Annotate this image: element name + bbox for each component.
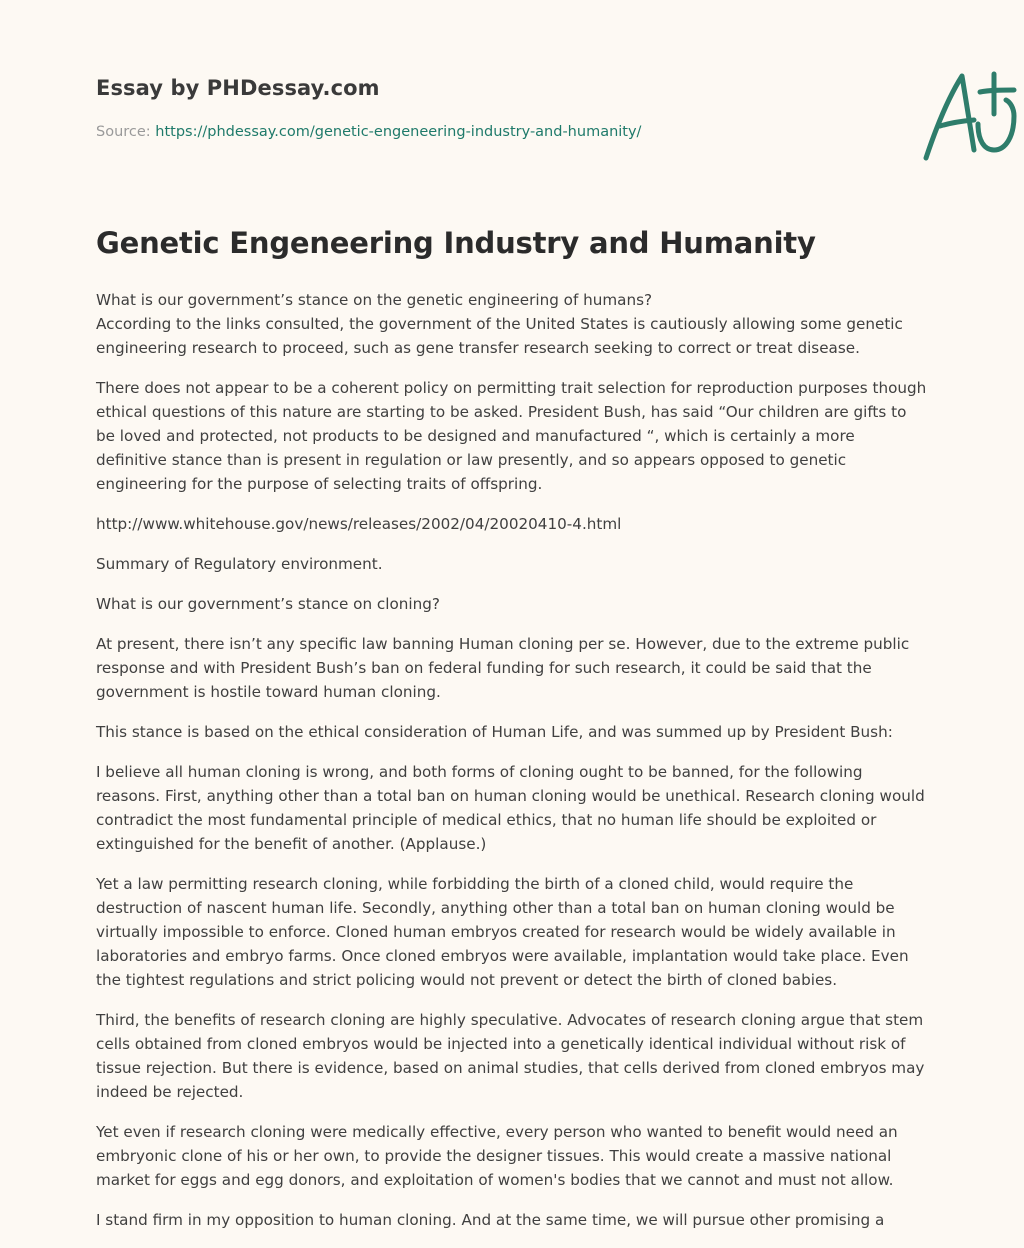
paragraph-quote: Yet a law permitting research cloning, while forbidding the birth of a cloned child, would require the destruction of nascent human life. Secondly, anything other than a total ban on human cloning would be virtually impossible to enforce. Cloned human embryos created for research would be widely available in laboratories and embryo farms. Once cloned embryos were available, implantation would take place. Even the tightest regulations and strict policing would not prevent or detect the birth of cloned babies.: [96, 875, 909, 989]
essay-body: [96, 288, 928, 1248]
paragraph: This stance is based on the ethical consideration of Human Life, and was summed up by President Bush:: [96, 723, 893, 741]
paragraph: There does not appear to be a coherent policy on permitting trait selection for reproduction purposes though ethical questions of this nature are starting to be asked. President Bush, has said “Our children are gifts to be loved and protected, not products to be designed and manufactured “, which is certainly a more definitive stance than is present in regulation or law presently, and so appears opposed to genetic engineering for the purpose of selecting traits of offspring.: [96, 379, 927, 493]
paragraph-quote: Yet even if research cloning were medically effective, every person who wanted to benefit would need an embryonic clone of his or her own, to provide the designer tissues. This would create a massive national market for eggs and egg donors, and exploitation of women's bodies that we cannot and must not allow.: [96, 1123, 898, 1189]
source-label: Source:: [96, 124, 156, 140]
paragraph: At present, there isn’t any specific law banning Human cloning per se. However, due to the extreme public response and with President Bush’s ban on federal funding for such research, it could be said that the government is hostile toward human cloning.: [96, 635, 910, 701]
paragraph: What is our government’s stance on cloning?: [96, 595, 440, 613]
paragraph-text: What is our government’s stance on the genetic engineering of humans?: [96, 291, 653, 309]
paragraph: Summary of Regulatory environment.: [96, 555, 383, 573]
paragraph-quote: I stand firm in my opposition to human cloning. And at the same time, we will pursue other promising a: [96, 1211, 885, 1229]
source-link[interactable]: https://phdessay.com/genetic-engeneering-industry-and-humanity/: [155, 124, 642, 140]
paragraph-question-genetic: [96, 288, 928, 360]
essay-title: Genetic Engeneering Industry and Humanity: [96, 226, 816, 260]
paragraph-url: http://www.whitehouse.gov/news/releases/2002/04/20020410-4.html: [96, 515, 622, 533]
paragraph-text: According to the links consulted, the government of the United States is cautiously allowing some genetic engineering research to proceed, such as gene transfer research seeking to correct or treat disease.: [96, 315, 903, 357]
site-brand: Essay by PHDessay.com: [96, 76, 380, 100]
paragraph-quote: I believe all human cloning is wrong, and both forms of cloning ought to be banned, for the following reasons. First, anything other than a total ban on human cloning would be unethical. Research cloning would contradict the most fundamental principle of medical ethics, that no human life should be exploited or extinguished for the benefit of another. (Applause.): [96, 763, 925, 853]
source-line: [96, 124, 641, 140]
a-plus-logo-icon: [914, 66, 1024, 166]
paragraph-quote: Third, the benefits of research cloning are highly speculative. Advocates of research cloning argue that stem cells obtained from cloned embryos would be injected into a genetically identical individual without risk of tissue rejection. But there is evidence, based on animal studies, that cells derived from cloned embryos may indeed be rejected.: [96, 1011, 925, 1101]
